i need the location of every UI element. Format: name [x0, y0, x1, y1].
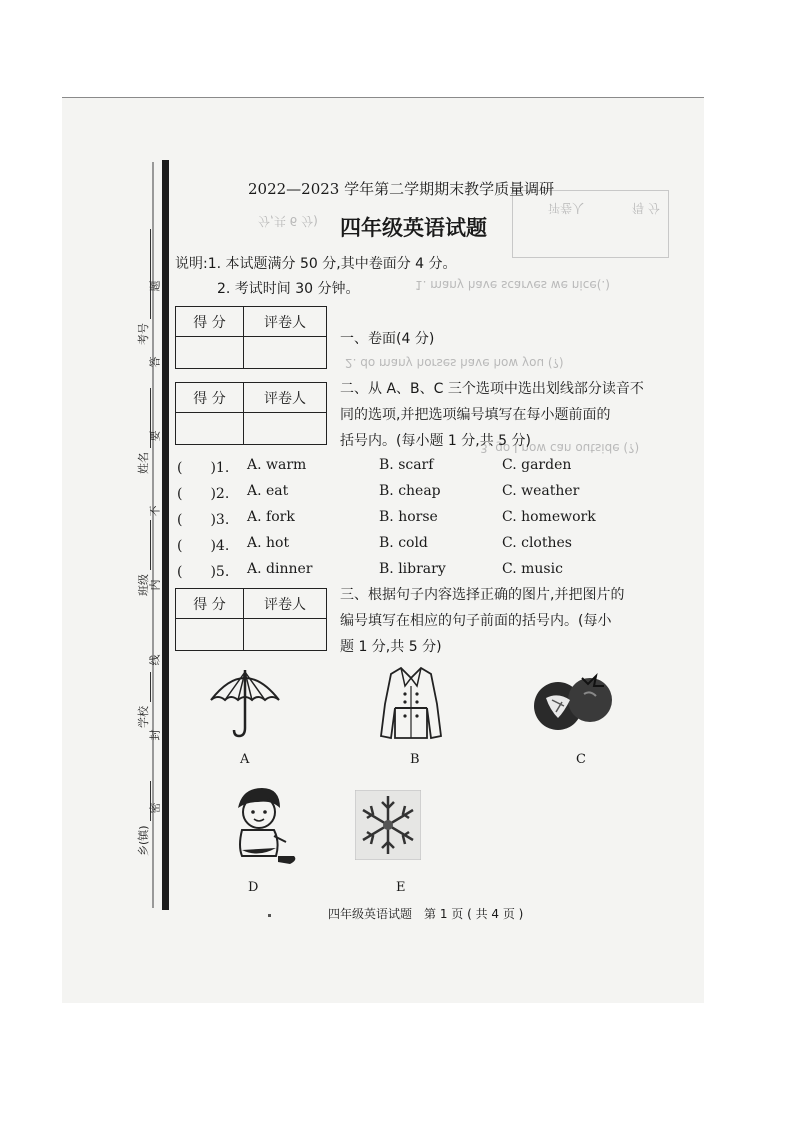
seal-char-2: 答 [148, 356, 162, 368]
coat-icon [375, 664, 447, 742]
option-c: C. garden [502, 457, 572, 473]
option-b: B. library [379, 561, 446, 577]
option-b: B. cold [379, 535, 428, 551]
picture-label-a: A [240, 752, 250, 767]
grader-label: 评卷人 [244, 383, 327, 413]
scan-speck [268, 914, 271, 917]
score-cell[interactable] [176, 619, 244, 651]
binding-line-thick [162, 160, 169, 910]
seal-char-1: 题 [148, 280, 162, 292]
seal-char-5: 内 [148, 579, 162, 591]
question-number[interactable]: ( )5. [177, 564, 230, 580]
seal-char-4: 不 [148, 505, 162, 517]
seal-char-3: 要 [148, 430, 162, 442]
score-box-3 [175, 588, 327, 651]
section-1-title: 一、卷面(4 分) [340, 331, 435, 347]
score-label: 得 分 [176, 307, 244, 337]
option-a: A. hot [247, 535, 290, 551]
option-c: C. weather [502, 483, 580, 499]
section-2-title-line-3: 括号内。(每小题 1 分,共 5 分) [340, 433, 531, 449]
score-cell[interactable] [176, 413, 244, 445]
score-cell[interactable] [176, 337, 244, 369]
option-a: A. dinner [247, 561, 313, 577]
instruction-line-1: 说明:1. 本试题满分 50 分,其中卷面分 4 分。 [175, 256, 457, 272]
score-label: 得 分 [176, 589, 244, 619]
grader-cell[interactable] [244, 413, 327, 445]
score-label: 得 分 [176, 383, 244, 413]
exam-title-line2: 四年级英语试题 [340, 216, 487, 240]
page-footer: 四年级英语试题 第 1 页 ( 共 4 页 ) [328, 907, 524, 921]
score-box-1 [175, 306, 327, 369]
picture-label-d: D [248, 880, 259, 895]
section-3-title-line-3: 题 1 分,共 5 分) [340, 639, 442, 655]
seal-char-7: 封 [148, 729, 162, 741]
question-number[interactable]: ( )1. [177, 460, 230, 476]
bleed-grader-label: 评卷人 [548, 201, 585, 215]
school-field: 学校 [135, 672, 151, 728]
binding-line-thin [152, 162, 154, 908]
bleed-line-4: 分,共 6 分) [258, 214, 318, 228]
section-2-title-line-1: 二、从 A、B、C 三个选项中选出划线部分读音不 [340, 381, 644, 397]
question-number[interactable]: ( )2. [177, 486, 230, 502]
grader-cell[interactable] [244, 337, 327, 369]
option-c: C. homework [502, 509, 596, 525]
grader-label: 评卷人 [244, 307, 327, 337]
question-number[interactable]: ( )3. [177, 512, 230, 528]
section-2-title [340, 376, 644, 454]
option-c: C. music [502, 561, 563, 577]
option-b: B. horse [379, 509, 438, 525]
class-field: 班级 [135, 520, 151, 596]
instruction-line-2: 2. 考试时间 30 分钟。 [217, 281, 360, 297]
bleed-score-label: 得 分 [632, 201, 660, 215]
picture-label-b: B [410, 752, 420, 767]
section-2-title-line-2: 同的选项,并把选项编号填写在每小题前面的 [340, 407, 611, 423]
bleed-line-1: 1. many have scarves we nice(.) [415, 278, 610, 292]
bleed-line-3: 3. go I now can outside (?) [480, 441, 640, 455]
snowflake-icon [355, 790, 421, 860]
seal-char-8: 密 [148, 802, 162, 814]
score-box-2 [175, 382, 327, 445]
section-3-title-line-2: 编号填写在相应的句子前面的括号内。(每小 [340, 613, 612, 629]
boy-shoe-icon [228, 786, 300, 870]
option-b: B. cheap [379, 483, 441, 499]
picture-label-c: C [576, 752, 586, 767]
option-a: A. eat [247, 483, 289, 499]
name-field: 姓名 [135, 388, 151, 474]
grader-label: 评卷人 [244, 589, 327, 619]
tomatoes-icon [530, 666, 616, 734]
bleed-line-2: 2. do many horses have how you (?) [345, 356, 564, 370]
option-b: B. scarf [379, 457, 434, 473]
township-field: 乡(镇) [135, 781, 151, 856]
seal-char-6: 线 [148, 654, 162, 666]
option-a: A. fork [247, 509, 295, 525]
grader-cell[interactable] [244, 619, 327, 651]
question-number[interactable]: ( )4. [177, 538, 230, 554]
umbrella-icon [208, 668, 282, 740]
picture-label-e: E [396, 880, 406, 895]
option-a: A. warm [247, 457, 307, 473]
section-3-title-line-1: 三、根据句子内容选择正确的图片,并把图片的 [340, 587, 625, 603]
exam-title-line1: 2022—2023 学年第二学期期末教学质量调研 [248, 180, 555, 198]
exam-number-field: 考号 [135, 229, 151, 345]
section-3-title [340, 582, 624, 660]
option-c: C. clothes [502, 535, 572, 551]
